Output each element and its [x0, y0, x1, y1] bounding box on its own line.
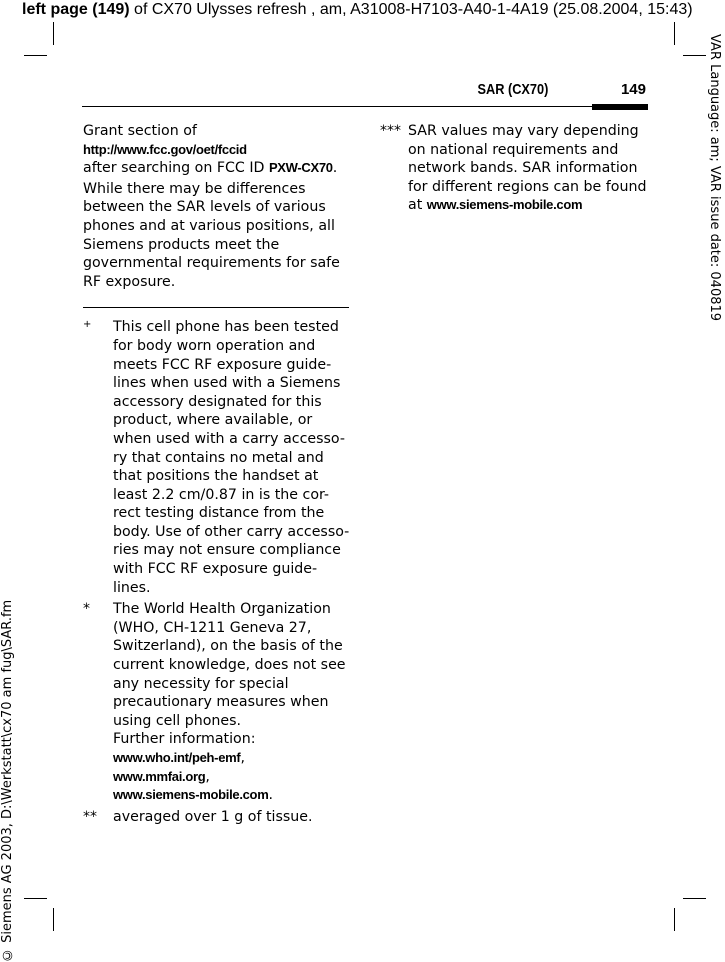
page-tab-bar [592, 104, 648, 110]
period: . [268, 787, 273, 804]
crop-mark-br-h [683, 898, 706, 899]
grant-text: Grant section of [83, 123, 197, 139]
page-number: 149 [620, 81, 646, 98]
page-header-prefix: left page (149) [22, 1, 130, 18]
running-head [82, 80, 648, 107]
fcc-url[interactable]: http://www.fcc.gov/oet/fccid [83, 141, 247, 157]
footnote-plus [83, 318, 353, 597]
who-url[interactable]: www.who.int/peh-emf [113, 750, 241, 765]
footnote-triple-star-mark: *** [380, 123, 401, 139]
comma-2: , [205, 768, 210, 785]
footnote-rule [83, 307, 349, 308]
fccid-prefix: after searching on FCC ID [83, 160, 269, 177]
footnote-double-star [83, 808, 353, 827]
side-margin-language: VAR Language: am; VAR issue date: 040819 [707, 34, 722, 322]
plus-text-3: in is the cor-rect testing distance from the body. Use of other carry accesso-ries may not ensure compliance with FCC RF exposure guide-lines. [113, 486, 350, 596]
crop-mark-tl-v [53, 22, 54, 45]
footnote-plus-text [113, 318, 353, 597]
footnote-triple-star-text [408, 122, 648, 215]
page-header-line [22, 0, 693, 20]
mmfai-url[interactable]: www.mmfai.org [113, 768, 206, 784]
siemens-url[interactable]: www.siemens-mobile.com [113, 787, 269, 803]
tstar-url[interactable]: www.siemens-mobile.com [426, 197, 583, 213]
fccid-period: . [332, 160, 338, 177]
page-header-rest: of CX70 Ulysses refresh , am, A31008-H7103-A40-1-4A19 (25.08.2004, 15:43) [129, 1, 693, 18]
plus-in-value: 0.87 [205, 486, 237, 503]
running-head-title: SAR (CX70) [477, 81, 548, 98]
crop-mark-tr-h [683, 55, 706, 56]
tstar-text: SAR values may vary depending on national requirements and network bands. SAR information for different regions can be found at [408, 123, 647, 214]
fccid-value: PXW-CX70 [268, 160, 333, 176]
footnote-plus-mark: + [83, 319, 92, 331]
right-column [380, 122, 648, 218]
footnote-triple-star [380, 122, 648, 215]
footnote-star [83, 600, 353, 805]
crop-mark-br-v [674, 908, 675, 931]
comma-1: , [240, 750, 245, 766]
paragraph-grant [83, 122, 353, 178]
crop-mark-bl-h [24, 898, 47, 899]
side-margin-copyright: © Siemens AG 2003, D:\Werkstatt\cx70 am fug\SAR.fm [0, 599, 15, 962]
plus-text-1: This cell phone has been tested for body worn operation and meets FCC RF exposure guide-lines when used with a Siemens accessory designated for this product, where available, or when used with a carry accesso-ry that contains no metal and that positions the handset at least [113, 319, 345, 503]
crop-mark-tl-h [24, 55, 47, 56]
star-text: The World Health Organization (WHO, CH-1211 Geneva 27, Switzerland), on the basis of the current knowledge, does not see any necessity for special precautionary measures when using cell phones. [113, 601, 346, 729]
footnote-star-text [113, 600, 353, 805]
star-further: Further information: [113, 731, 256, 748]
plus-cm-value: 2.2 [151, 486, 175, 503]
paragraph-sar-levels: While there may be differences between the SAR levels of various phones and at various positions, all Siemens products meet the governmental requirements for safe RF exposure. [83, 180, 340, 290]
footnote-double-star-mark: ** [83, 808, 97, 825]
footnote-double-star-text: averaged over 1 g of tissue. [113, 808, 313, 825]
footnote-star-mark: * [83, 601, 90, 618]
plus-text-2: cm/ [174, 486, 206, 503]
crop-mark-tr-v [674, 22, 675, 45]
crop-mark-bl-v [53, 908, 54, 931]
left-column [83, 122, 353, 829]
